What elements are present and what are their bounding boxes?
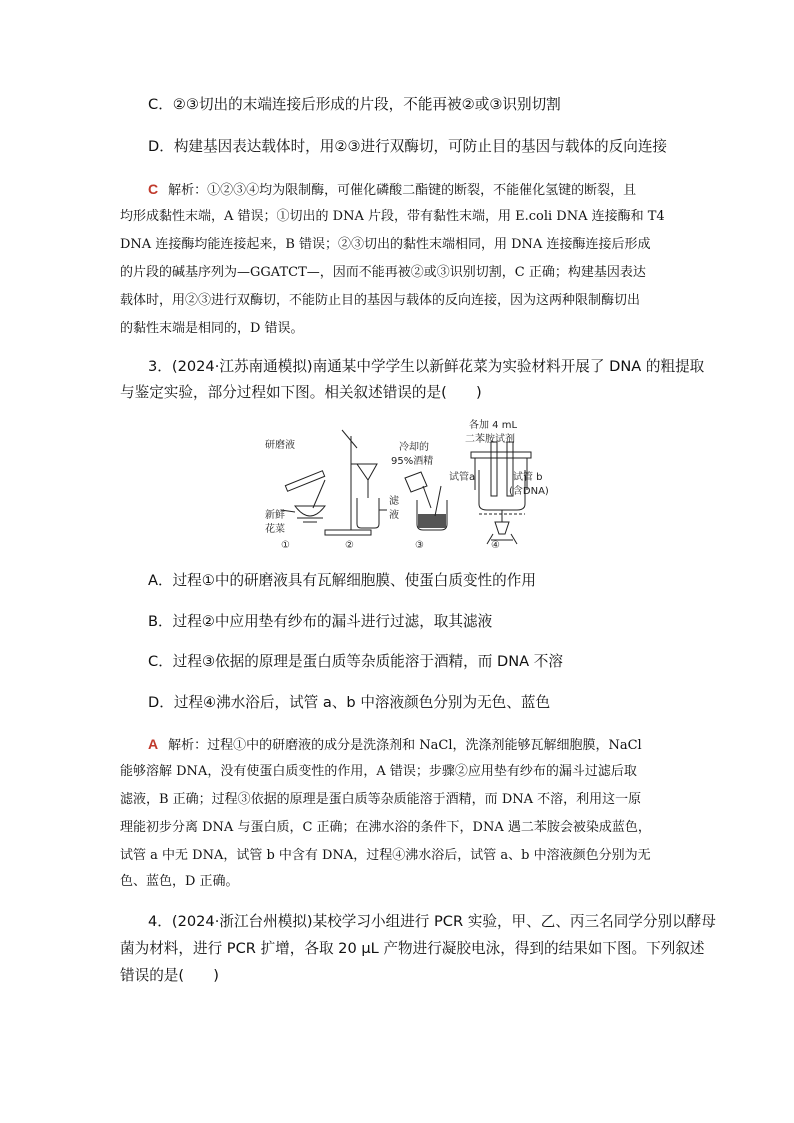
label-grinding: 研磨液 (265, 440, 295, 451)
experiment-diagram (255, 414, 555, 554)
label-tube-a: 试管a (449, 472, 476, 483)
label-filtrate-1: 滤 (389, 496, 399, 507)
option-c-q2: C．②③切出的末端连接后形成的片段，不能再被②或③识别切割 (148, 96, 561, 113)
label-tube-b-2: (含DNA) (509, 486, 549, 497)
analysis-q2-line-2: 均形成黏性末端，A 错误；①切出的 DNA 片段，带有黏性末端，用 E.coli DNA 连接酶和 T4 (120, 209, 665, 224)
step-4-label: ④ (491, 540, 500, 551)
analysis-q3-line-3: 滤液，B 正确；过程③依据的原理是蛋白质等杂质能溶于酒精，而 DNA 不溶，利用这一原 (120, 792, 642, 807)
experiment-figure (255, 414, 555, 554)
question-4-line-1: 4．(2024·浙江台州模拟)某校学习小组进行 PCR 实验，甲、乙、丙三名同学分别以酵母 (148, 913, 716, 930)
analysis-q2-line-6: 的黏性末端是相同的，D 错误。 (120, 321, 304, 336)
rack-top (471, 452, 531, 458)
label-tube-b-1: 试管 b (513, 472, 543, 483)
label-add-1: 各加 4 mL (469, 420, 518, 431)
label-cauliflower-1: 新鲜 (265, 510, 285, 521)
step-3-label: ③ (415, 540, 424, 551)
option-c-q3: C．过程③依据的原理是蛋白质等杂质能溶于酒精，而 DNA 不溶 (148, 653, 563, 670)
label-alcohol-1: 冷却的 (399, 442, 429, 453)
analysis-q2-line-1: C 解析：①②③④均为限制酶，可催化磷酸二酯键的断裂，不能催化氢键的断裂，且 (148, 181, 637, 198)
beaker-2-shape (357, 498, 379, 528)
label-cauliflower-2: 花菜 (265, 524, 285, 535)
funnel-shape (357, 464, 377, 480)
stand-base (325, 530, 371, 535)
label-alcohol-2: 95%酒精 (391, 456, 434, 467)
analysis-q3-line-6: 色、蓝色，D 正确。 (120, 874, 239, 889)
step-1-label: ① (281, 540, 290, 551)
analysis-q3-line-4: 理能初步分离 DNA 与蛋白质，C 正确；在沸水浴的条件下，DNA 遇二苯胺会被染成蓝色， (120, 820, 651, 835)
option-d-q2: D．构建基因表达载体时，用②③进行双酶切，可防止目的基因与载体的反向连接 (148, 138, 668, 155)
question-4-line-3: 错误的是( ) (120, 967, 219, 984)
analysis-q2-line-3: DNA 连接酶均能连接起来，B 错误；②③切出的黏性末端相同，用 DNA 连接酶连接后形成 (120, 237, 651, 252)
analysis-q2-line-5: 载体时，用②③进行双酶切，不能防止目的基因与载体的反向连接，因为这两种限制酶切出 (120, 293, 641, 308)
question-3-line-1: 3．(2024·江苏南通模拟)南通某中学学生以新鲜花菜为实验材料开展了 DNA 的粗提取 (148, 358, 705, 375)
step-2-label: ② (345, 540, 354, 551)
burner-shape (495, 522, 509, 534)
analysis-q2-line-4: 的片段的碱基序列为—GGATCT—，因而不能再被②或③识别切割，C 正确；构建基因表达 (120, 265, 646, 280)
label-add-2: 二苯胺试剂 (465, 434, 515, 445)
option-a-q3: A．过程①中的研磨液具有瓦解细胞膜、使蛋白质变性的作用 (148, 572, 536, 589)
answer-letter-q2: C (148, 181, 159, 197)
option-d-q3: D．过程④沸水浴后，试管 a、b 中溶液颜色分别为无色、蓝色 (148, 694, 551, 711)
answer-letter-q3: A (148, 736, 159, 752)
analysis-q3-line-1: A 解析：过程①中的研磨液的成分是洗涤剂和 NaCl，洗涤剂能够瓦解细胞膜，NaCl (148, 736, 642, 753)
analysis-q3-line-5: 试管 a 中无 DNA，试管 b 中含有 DNA，过程④沸水浴后，试管 a、b 中溶液颜色分别为无 (120, 848, 651, 863)
analysis-q3-line-2: 能够溶解 DNA，没有使蛋白质变性的作用，A 错误；步骤②应用垫有纱布的漏斗过滤后取 (120, 764, 637, 779)
question-4-line-2: 菌为材料，进行 PCR 扩增，各取 20 μL 产物进行凝胶电泳，得到的结果如下图。下列叙述 (120, 940, 705, 957)
grinding-tube-shape (285, 471, 324, 492)
mortar-shape (295, 506, 325, 516)
label-filtrate-2: 液 (389, 510, 399, 521)
question-3-line-2: 与鉴定实验，部分过程如下图。相关叙述错误的是( ) (120, 384, 482, 401)
tube-a-shape (491, 442, 497, 496)
option-b-q3: B．过程②中应用垫有纱布的漏斗进行过滤，取其滤液 (148, 613, 493, 630)
